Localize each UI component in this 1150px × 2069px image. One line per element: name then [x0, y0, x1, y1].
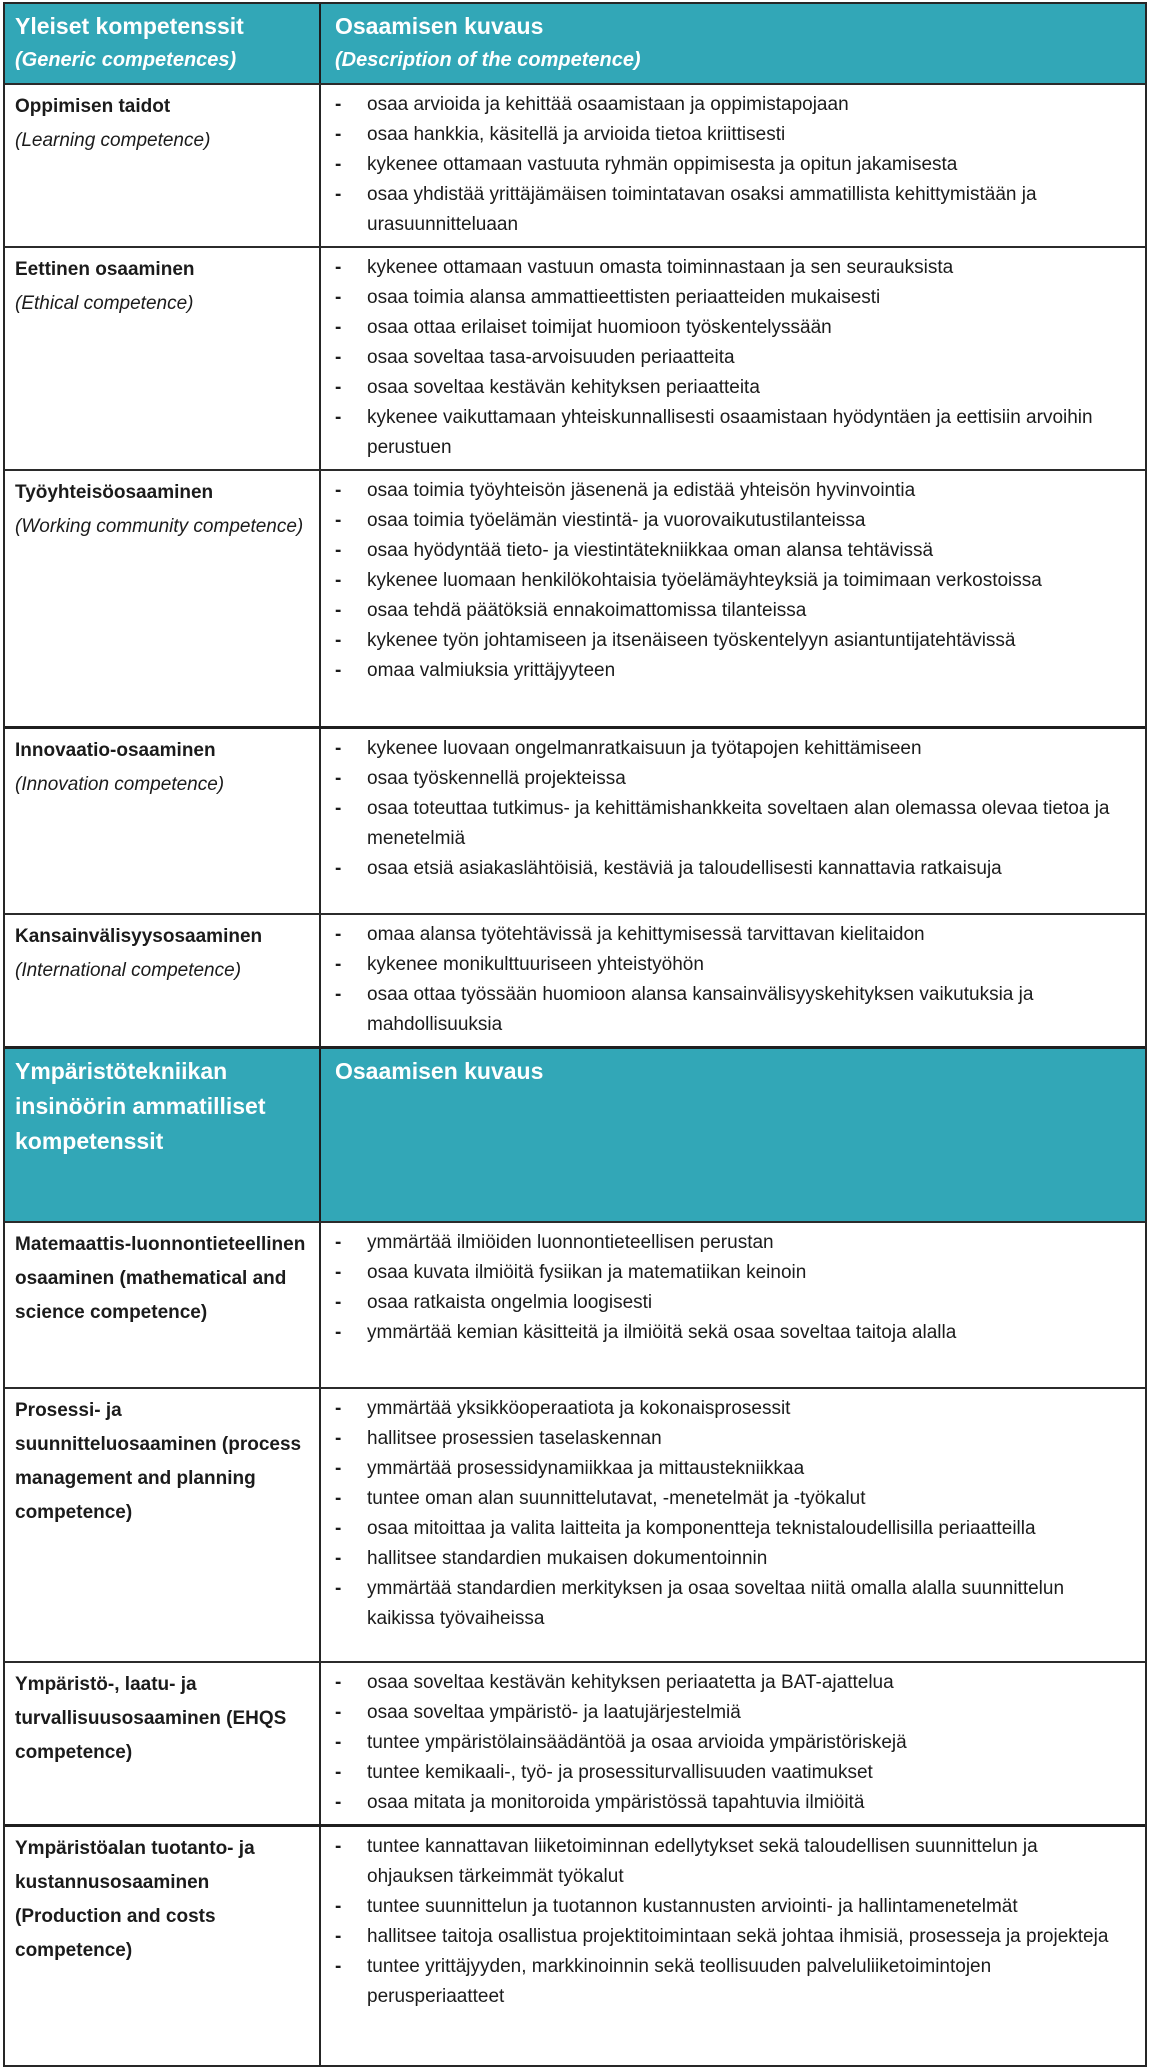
header-title: Osaamisen kuvaus: [335, 13, 544, 39]
description-item: - osaa työskennellä projekteissa: [321, 764, 1111, 794]
competence-title: Matemaattis-luonnontieteellinen osaaminen (mathematical and science competence): [15, 1234, 306, 1323]
description-item: - osaa toimia työyhteisön jäsenenä ja edistää yhteisön hyvinvointia: [321, 476, 1111, 506]
description-list: [321, 90, 1111, 240]
description-item: - tuntee kannattavan liiketoiminnan edellytykset sekä taloudellisen suunnittelun ja ohjauksen tärkeimmät työkalut: [321, 1832, 1111, 1892]
competence-name-cell: [5, 915, 321, 1046]
competence-subtitle: (International competence): [15, 960, 242, 981]
description-item: - osaa toimia työelämän viestintä- ja vuorovaikutustilanteissa: [321, 506, 1111, 536]
competence-description-cell: [321, 248, 1145, 469]
description-item: - osaa mitata ja monitoroida ympäristössä tapahtuvia ilmiöitä: [321, 1788, 1111, 1818]
description-item: - kykenee vaikuttamaan yhteiskunnallisesti osaamistaan hyödyntäen ja eettisiin arvoihin perustuen: [321, 403, 1111, 463]
competence-title: Innovaatio-osaaminen: [15, 740, 216, 761]
competence-title: Eettinen osaaminen: [15, 259, 195, 280]
description-list: [321, 734, 1111, 884]
description-item: - ymmärtää kemian käsitteitä ja ilmiöitä sekä osaa soveltaa taitoja alalla: [321, 1318, 1111, 1348]
competence-row-learning: [5, 83, 1145, 246]
competence-description-cell: [321, 1663, 1145, 1824]
description-list: [321, 1832, 1111, 2012]
competence-subtitle: (Working community competence): [15, 516, 304, 537]
description-item: - ymmärtää prosessidynamiikkaa ja mittaustekniikkaa: [321, 1454, 1111, 1484]
description-item: - osaa hankkia, käsitellä ja arvioida tietoa kriittisesti: [321, 120, 1111, 150]
competence-description-cell: [321, 1389, 1145, 1661]
competence-title: Ympäristöalan tuotanto- ja kustannusosaaminen (Production and costs competence): [15, 1838, 255, 1961]
section-header-generic-competences: [5, 4, 1145, 83]
competence-table: [3, 2, 1147, 2067]
description-item: - osaa toimia alansa ammattieettisten periaatteiden mukaisesti: [321, 283, 1111, 313]
description-list: [321, 1228, 1111, 1348]
description-item: - osaa soveltaa kestävän kehityksen periaatetta ja BAT-ajattelua: [321, 1668, 1111, 1698]
description-list: [321, 253, 1111, 463]
competence-row-ehqs: [5, 1661, 1145, 1824]
competence-title: Oppimisen taidot: [15, 96, 171, 117]
competence-row-international: [5, 913, 1145, 1046]
description-item: - osaa ottaa työssään huomioon alansa kansainvälisyyskehityksen vaikutuksia ja mahdollisuuksia: [321, 980, 1111, 1040]
competence-title: Prosessi- ja suunnitteluosaaminen (process management and planning competence): [15, 1400, 302, 1523]
competence-subtitle: (Innovation competence): [15, 774, 225, 795]
competence-title: Ympäristö-, laatu- ja turvallisuusosaaminen (EHQS competence): [15, 1674, 287, 1763]
competence-name-cell: [5, 1223, 321, 1387]
competence-name-cell: [5, 1827, 321, 2065]
competence-name-cell: [5, 1389, 321, 1661]
description-item: - hallitsee standardien mukaisen dokumentoinnin: [321, 1544, 1111, 1574]
description-item: - ymmärtää yksikköoperaatiota ja kokonaisprosessit: [321, 1394, 1111, 1424]
description-item: - ymmärtää standardien merkityksen ja osaa soveltaa niitä omalla alalla suunnittelun kaikissa työvaiheissa: [321, 1574, 1111, 1634]
description-item: - osaa tehdä päätöksiä ennakoimattomissa tilanteissa: [321, 596, 1111, 626]
header-cell-competence-description: [321, 4, 1145, 83]
competence-description-cell: [321, 915, 1145, 1046]
description-item: - tuntee kemikaali-, työ- ja prosessiturvallisuuden vaatimukset: [321, 1758, 1111, 1788]
competence-description-cell: [321, 1223, 1145, 1387]
competence-name-cell: [5, 85, 321, 246]
description-item: - tuntee yrittäjyyden, markkinoinnin sekä teollisuuden palveluliiketoimintojen perusperiaatteet: [321, 1952, 1111, 2012]
competence-name-cell: [5, 471, 321, 726]
description-item: - osaa kuvata ilmiöitä fysiikan ja matematiikan keinoin: [321, 1258, 1111, 1288]
header-cell-competence-description: [321, 1049, 1145, 1221]
description-item: - hallitsee taitoja osallistua projektitoimintaan sekä johtaa ihmisiä, prosesseja ja projekteja: [321, 1922, 1111, 1952]
competence-name-cell: [5, 248, 321, 469]
competence-subtitle: (Learning competence): [15, 130, 211, 151]
competence-row-working-community: [5, 469, 1145, 726]
competence-subtitle: (Ethical competence): [15, 293, 194, 314]
competence-name-cell: [5, 1663, 321, 1824]
description-item: - osaa ottaa erilaiset toimijat huomioon työskentelyssään: [321, 313, 1111, 343]
competence-row-mathematical-science: [5, 1221, 1145, 1387]
competence-name-cell: [5, 729, 321, 913]
header-title: Yleiset kompetenssit: [15, 13, 244, 39]
description-item: - kykenee ottamaan vastuuta ryhmän oppimisesta ja opitun jakamisesta: [321, 150, 1111, 180]
description-item: - osaa soveltaa kestävän kehityksen periaatteita: [321, 373, 1111, 403]
header-title: Osaamisen kuvaus: [335, 1058, 544, 1084]
section-header-professional-competences: [5, 1046, 1145, 1221]
competence-description-cell: [321, 471, 1145, 726]
description-item: - kykenee luomaan henkilökohtaisia työelämäyhteyksiä ja toimimaan verkostoissa: [321, 566, 1111, 596]
description-item: - osaa mitoittaa ja valita laitteita ja komponentteja teknistaloudellisilla periaatteilla: [321, 1514, 1111, 1544]
description-item: - osaa ratkaista ongelmia loogisesti: [321, 1288, 1111, 1318]
description-item: - ymmärtää ilmiöiden luonnontieteellisen perustan: [321, 1228, 1111, 1258]
description-item: - osaa soveltaa ympäristö- ja laatujärjestelmiä: [321, 1698, 1111, 1728]
description-item: - osaa toteuttaa tutkimus- ja kehittämishankkeita soveltaen alan olemassa olevaa tietoa ja menetelmiä: [321, 794, 1111, 854]
description-item: - tuntee oman alan suunnittelutavat, -menetelmät ja -työkalut: [321, 1484, 1111, 1514]
description-item: - tuntee suunnittelun ja tuotannon kustannusten arviointi- ja hallintamenetelmät: [321, 1892, 1111, 1922]
header-title: Ympäristötekniikan insinöörin ammatilliset kompetenssit: [15, 1058, 266, 1154]
description-item: - kykenee työn johtamiseen ja itsenäiseen työskentelyyn asiantuntijatehtävissä: [321, 626, 1111, 656]
description-item: - omaa valmiuksia yrittäjyyteen: [321, 656, 1111, 686]
description-item: - hallitsee prosessien taselaskennan: [321, 1424, 1111, 1454]
description-item: - osaa arvioida ja kehittää osaamistaan ja oppimistapojaan: [321, 90, 1111, 120]
description-item: - osaa etsiä asiakaslähtöisiä, kestäviä ja taloudellisesti kannattavia ratkaisuja: [321, 854, 1111, 884]
competence-row-production-costs: [5, 1824, 1145, 2065]
header-subtitle: (Generic competences): [15, 49, 237, 71]
description-list: [321, 920, 1111, 1040]
competence-row-innovation: [5, 726, 1145, 913]
competence-description-cell: [321, 729, 1145, 913]
description-item: - osaa yhdistää yrittäjämäisen toimintatavan osaksi ammatillista kehittymistään ja urasuunnitteluaan: [321, 180, 1111, 240]
description-item: - tuntee ympäristölainsäädäntöä ja osaa arvioida ympäristöriskejä: [321, 1728, 1111, 1758]
description-list: [321, 1668, 1111, 1818]
competence-description-cell: [321, 85, 1145, 246]
description-list: [321, 1394, 1111, 1634]
description-item: - omaa alansa työtehtävissä ja kehittymisessä tarvittavan kielitaidon: [321, 920, 1111, 950]
competence-title: Työyhteisöosaaminen: [15, 482, 214, 503]
competence-title: Kansainvälisyysosaaminen: [15, 926, 263, 947]
description-item: - osaa soveltaa tasa-arvoisuuden periaatteita: [321, 343, 1111, 373]
description-item: - osaa hyödyntää tieto- ja viestintätekniikkaa oman alansa tehtävissä: [321, 536, 1111, 566]
description-item: - kykenee monikulttuuriseen yhteistyöhön: [321, 950, 1111, 980]
description-list: [321, 476, 1111, 686]
header-cell-professional-competences: [5, 1049, 321, 1221]
competence-row-process-planning: [5, 1387, 1145, 1661]
header-cell-generic-competences: [5, 4, 321, 83]
description-item: - kykenee ottamaan vastuun omasta toiminnastaan ja sen seurauksista: [321, 253, 1111, 283]
header-subtitle: (Description of the competence): [335, 49, 641, 71]
description-item: - kykenee luovaan ongelmanratkaisuun ja työtapojen kehittämiseen: [321, 734, 1111, 764]
competence-description-cell: [321, 1827, 1145, 2065]
competence-row-ethical: [5, 246, 1145, 469]
